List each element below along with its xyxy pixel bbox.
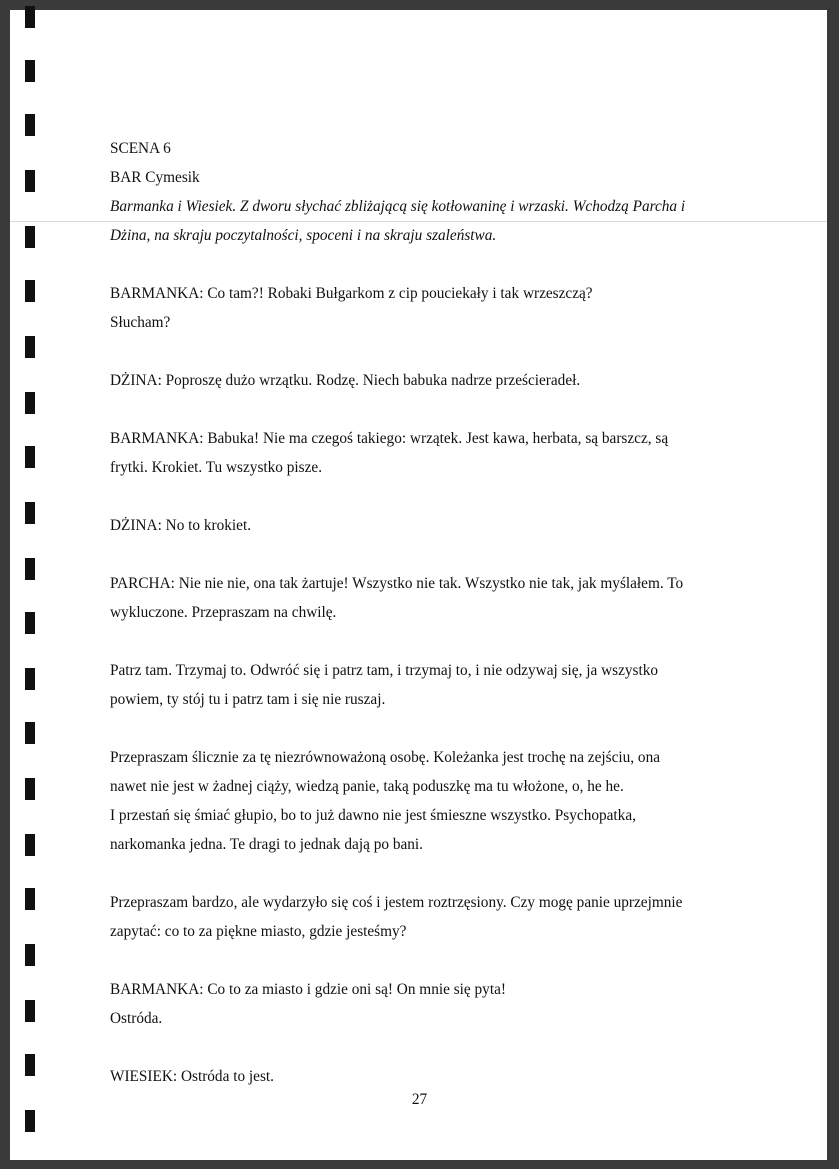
dialogue-line: BARMANKA: Co to za miasto i gdzie oni są! On mnie się pyta! (110, 981, 506, 998)
binding-hole (25, 888, 35, 910)
dialogue-line: Ostróda. (110, 1010, 163, 1027)
binding-hole (25, 170, 35, 192)
scene-title: SCENA 6 (110, 140, 171, 157)
binding-hole (25, 834, 35, 856)
dialogue-line: Patrz tam. Trzymaj to. Odwróć się i patrz tam, i trzymaj to, i nie odzywaj się, ja wszystko (110, 662, 659, 679)
dialogue-line: BARMANKA: Babuka! Nie ma czegoś takiego: wrzątek. Jest kawa, herbata, są barszcz, są (110, 430, 669, 447)
binding-hole (25, 1110, 35, 1132)
binding-hole (25, 60, 35, 82)
binding-hole (25, 392, 35, 414)
dialogue-line: PARCHA: Nie nie nie, ona tak żartuje! Wszystko nie tak. Wszystko nie tak, jak myślałem. To (110, 575, 684, 592)
binding-hole (25, 446, 35, 468)
binding-hole (25, 722, 35, 744)
binding-holes (25, 0, 39, 1169)
dialogue-line: Słucham? (110, 314, 171, 331)
dialogue-line: DŻINA: Poproszę dużo wrzątku. Rodzę. Niech babuka nadrze prześcieradeł. (110, 372, 581, 389)
script-text (110, 134, 770, 1091)
dialogue-line: narkomanka jedna. Te dragi to jednak dają po bani. (110, 836, 423, 853)
dialogue-line: Przepraszam bardzo, ale wydarzyło się coś i jestem roztrzęsiony. Czy mogę panie uprzejmnie (110, 894, 683, 911)
dialogue-line: wykluczone. Przepraszam na chwilę. (110, 604, 337, 621)
binding-hole (25, 114, 35, 136)
binding-hole (25, 502, 35, 524)
dialogue-line: frytki. Krokiet. Tu wszystko pisze. (110, 459, 323, 476)
binding-hole (25, 280, 35, 302)
binding-hole (25, 558, 35, 580)
binding-hole (25, 336, 35, 358)
stage-direction: Barmanka i Wiesiek. Z dworu słychać zbliżającą się kotłowaninę i wrzaski. Wchodzą Parcha i (110, 198, 686, 215)
binding-hole (25, 944, 35, 966)
dialogue-line: Przepraszam ślicznie za tę niezrównoważoną osobę. Koleżanka jest trochę na zejściu, ona (110, 749, 661, 766)
dialogue-line: DŻINA: No to krokiet. (110, 517, 252, 534)
dialogue-line: zapytać: co to za piękne miasto, gdzie jesteśmy? (110, 923, 407, 940)
binding-hole (25, 1000, 35, 1022)
binding-hole (25, 1054, 35, 1076)
dialogue-line: BARMANKA: Co tam?! Robaki Bułgarkom z cip pouciekały i tak wrzeszczą? (110, 285, 593, 302)
binding-hole (25, 6, 35, 28)
dialogue-line: WIESIEK: Ostróda to jest. (110, 1068, 274, 1085)
binding-hole (25, 612, 35, 634)
binding-hole (25, 668, 35, 690)
binding-hole (25, 226, 35, 248)
binding-hole (25, 778, 35, 800)
dialogue-line: I przestań się śmiać głupio, bo to już dawno nie jest śmieszne wszystko. Psychopatka, (110, 807, 636, 824)
stage-direction: Dżina, na skraju poczytalności, spoceni i na skraju szaleństwa. (110, 227, 497, 244)
page-number: 27 (411, 1091, 428, 1108)
dialogue-line: powiem, ty stój tu i patrz tam i się nie ruszaj. (110, 691, 386, 708)
scene-location: BAR Cymesik (110, 169, 200, 186)
dialogue-line: nawet nie jest w żadnej ciąży, wiedzą panie, taką poduszkę ma tu włożone, o, he he. (110, 778, 624, 795)
